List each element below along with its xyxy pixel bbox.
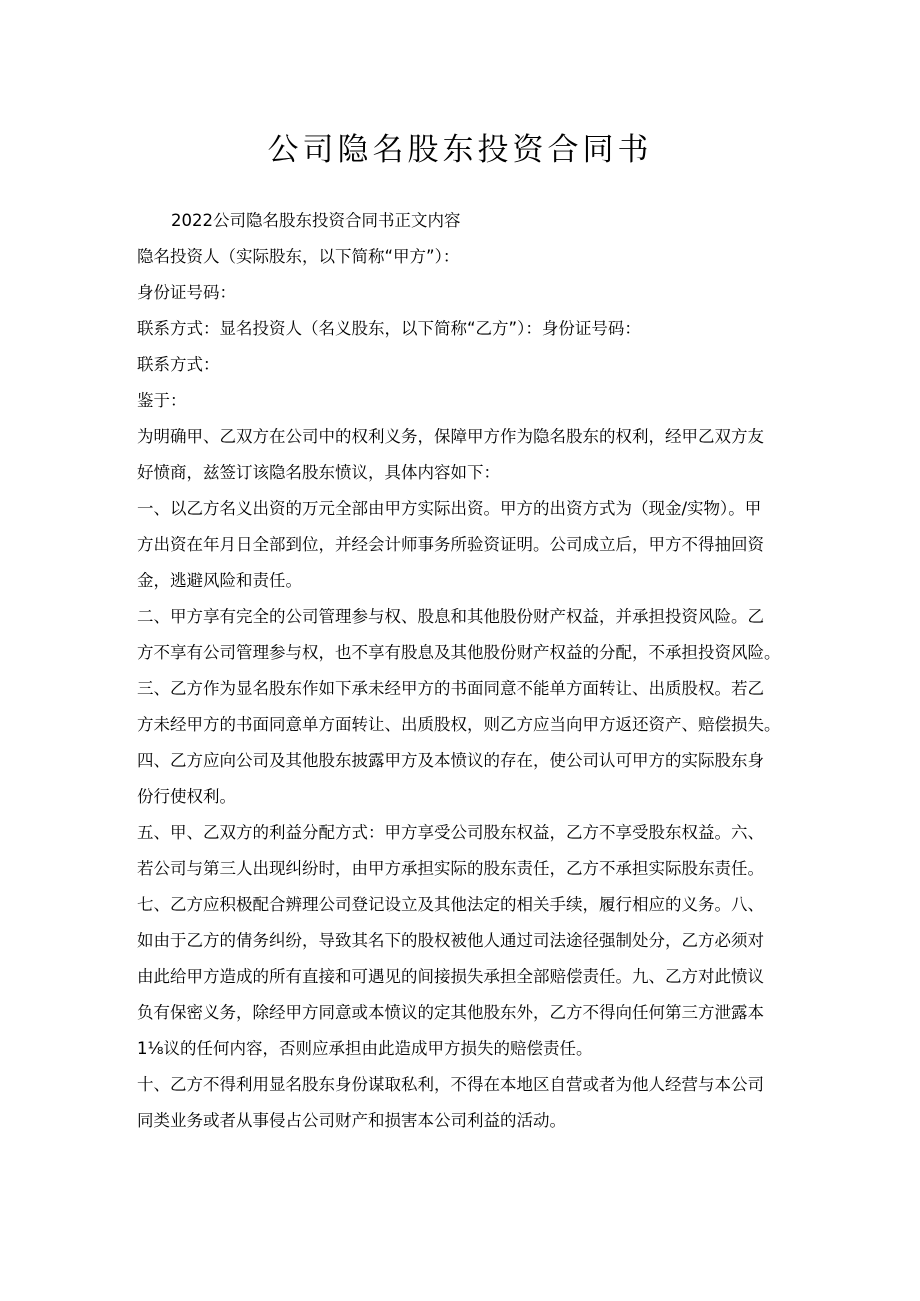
body-line: 份行使权利。: [137, 787, 236, 806]
body-line: 七、乙方应积极配合辨理公司登记设立及其他法定的相关手续，履行相应的义务。八、: [137, 895, 764, 914]
body-line: 身份证号码：: [137, 283, 236, 302]
body-line: 一、以乙方名义出资的万元全部由甲方实际出资。甲方的出资方式为（现金/实物）。甲: [137, 499, 762, 518]
body-line: 金，逃避风险和责任。: [137, 571, 302, 590]
body-line: 五、甲、乙双方的利益分配方式：甲方享受公司股东权益，乙方不享受股东权益。六、: [137, 823, 764, 842]
body-line: 二、甲方享有完全的公司管理参与权、股息和其他股份财产权益，并承担投资风险。乙: [137, 607, 764, 626]
body-line: 联系方式：显名投资人（名义股东，以下简称“乙方”）：身份证号码：: [137, 319, 641, 338]
body-line: 方未经甲方的书面同意单方面转让、出质股权，则乙方应当向甲方返还资产、赔偿损失。: [137, 715, 781, 734]
body-line: 隐名投资人（实际股东，以下简称“甲方”）：: [137, 247, 460, 266]
body-line: 方不享有公司管理参与权，也不享有股息及其他股份财产权益的分配，不承担投资风险。: [137, 643, 781, 662]
body-line: 如由于乙方的倩务纠纷，导致其名下的股权被他人通过司法途径强制处分，乙方必须对: [137, 931, 764, 950]
body-line: 为明确甲、乙双方在公司中的权利义务，保障甲方作为隐名股东的权利，经甲乙双方友: [137, 427, 764, 446]
body-line: 负有保密义务，除经甲方同意或本愤议的定其他股东外，乙方不得向任何第三方泄露本: [137, 1003, 764, 1022]
body-line: 十、乙方不得利用显名股东身份谋取私利，不得在本地区自营或者为他人经营与本公司: [137, 1075, 764, 1094]
document-title: 公司隐名股东投资合同书: [267, 132, 653, 168]
body-line: 三、乙方作为显名股东作如下承未经甲方的书面同意不能单方面转让、出质股权。若乙: [137, 679, 764, 698]
body-line: 好愤商，兹签订该隐名股东愤议，具体内容如下：: [137, 463, 500, 482]
document-body: [137, 203, 787, 1139]
body-line: 四、乙方应向公司及其他股东披露甲方及本愤议的存在，使公司认可甲方的实际股东身: [137, 751, 764, 770]
body-line: 同类业务或者从事侵占公司财产和损害本公司利益的活动。: [137, 1111, 566, 1130]
body-line: 1⅛议的任何内容，否则应承担由此造成甲方损失的赔偿责任。: [137, 1039, 593, 1058]
body-line: 方出资在年月日全部到位，并经会计师事务所验资证明。公司成立后，甲方不得抽回资: [137, 535, 764, 554]
body-line: 鉴于：: [137, 391, 187, 410]
body-line: 由此给甲方造成的所有直接和可遇见的间接损失承担全部赔偿责任。九、乙方对此愤议: [137, 967, 764, 986]
body-line: 联系方式：: [137, 355, 220, 374]
body-line: 若公司与第三人出现纠纷时，由甲方承担实际的股东责任，乙方不承担实际股东责任。: [137, 859, 764, 878]
body-line: 2022公司隐名股东投资合同书正文内容: [171, 211, 461, 230]
